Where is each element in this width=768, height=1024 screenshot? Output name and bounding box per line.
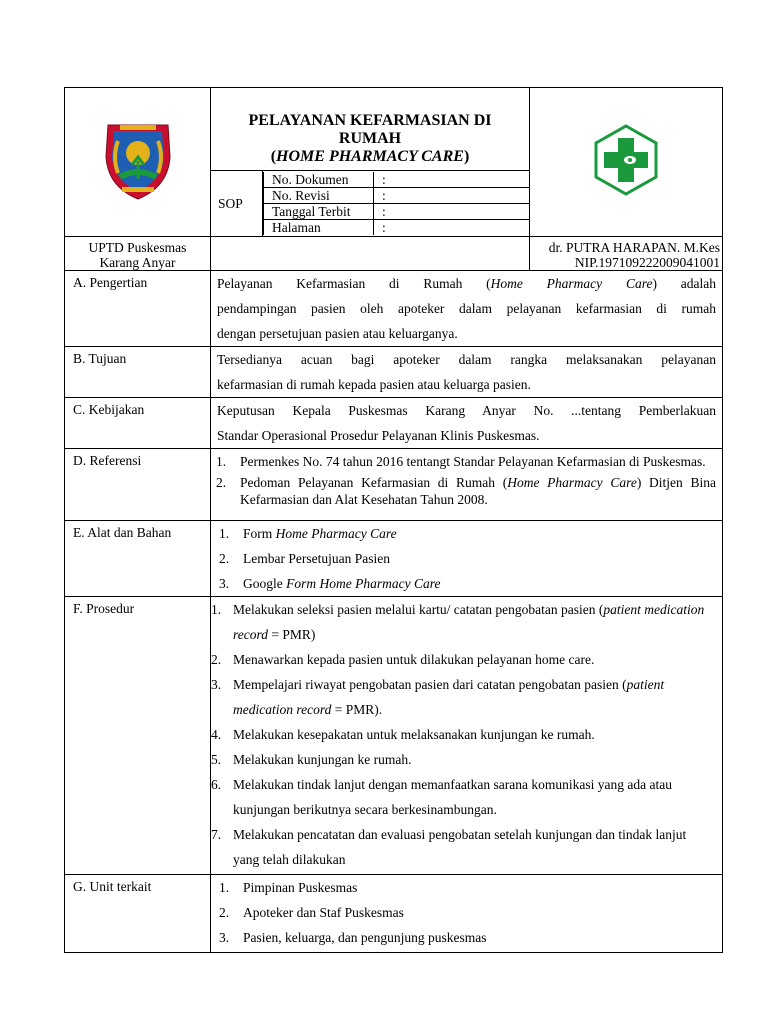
meta-doc-number-label: No. Dokumen xyxy=(264,172,374,188)
list-item: 1. Pimpinan Puskesmas xyxy=(219,880,358,895)
list-item: 1. Permenkes No. 74 tahun 2016 tentangt Standar Pelayanan Kefarmasian di Puskesmas. xyxy=(216,454,706,469)
section-a-label: A. Pengertian xyxy=(65,271,211,347)
list-item: 1. Melakukan seleksi pasien melalui kartu/ catatan pengobatan pasien (patient medication record = PMR) xyxy=(211,602,705,642)
list-item: 7. Melakukan pencatatan dan evaluasi pengobatan setelah kunjungan dan tindak lanjut yang telah dilakukan xyxy=(211,827,687,867)
list-item: 5. Melakukan kunjungan ke rumah. xyxy=(211,752,412,767)
list-item: 3. Mempelajari riwayat pengobatan pasien dari catatan pengobatan pasien (patient medication record = PMR). xyxy=(211,677,665,717)
meta-issue-date-value: : xyxy=(374,204,530,220)
meta-issue-date-label: Tanggal Terbit xyxy=(264,204,374,220)
section-b-content: Tersedianya acuan bagi apoteker dalam rangka melaksanakan pelayanan kefarmasian di rumah kepada pasien atau keluarga pasien. xyxy=(211,347,723,398)
title-line-2: RUMAH xyxy=(338,130,402,147)
section-g-content xyxy=(211,875,723,953)
list-item: 2. Lembar Persetujuan Pasien xyxy=(219,551,390,566)
section-c-label: C. Kebijakan xyxy=(65,398,211,449)
section-d-label: D. Referensi xyxy=(65,449,211,521)
section-a-content: Pelayanan Kefarmasian di Rumah (Home Pharmacy Care) adalah pendampingan pasien oleh apoteker dalam pelayanan kefarmasian di rumah dengan persetujuan pasien atau keluarganya. xyxy=(211,271,723,347)
unit-name: UPTD Puskesmas Karang Anyar xyxy=(65,237,211,271)
section-g-label: G. Unit terkait xyxy=(65,875,211,953)
list-item: 1. Form Home Pharmacy Care xyxy=(219,526,397,541)
list-item: 4. Melakukan kesepakatan untuk melaksanakan kunjungan ke rumah. xyxy=(211,727,595,742)
section-f-content xyxy=(211,597,723,875)
regency-seal-cell xyxy=(65,88,211,237)
sop-document xyxy=(64,87,722,953)
sop-table xyxy=(64,87,723,953)
section-e-label: E. Alat dan Bahan xyxy=(65,521,211,597)
puskesmas-logo-cell xyxy=(530,88,723,237)
regency-seal-icon xyxy=(98,117,178,203)
section-f-label: F. Prosedur xyxy=(65,597,211,875)
section-e-content xyxy=(211,521,723,597)
document-meta xyxy=(263,172,529,235)
signer-name: dr. PUTRA HARAPAN. M.Kes xyxy=(548,240,720,255)
section-c-content: Keputusan Kepala Puskesmas Karang Anyar No. ...tentang Pemberlakuan Standar Operasional Prosedur Pelayanan Klinis Puskesmas. xyxy=(211,398,723,449)
meta-page-label: Halaman xyxy=(264,220,374,236)
document-meta-cell xyxy=(263,171,530,237)
list-item: 2. Menawarkan kepada pasien untuk dilakukan pelayanan home care. xyxy=(211,652,595,667)
list-item: 2. Apoteker dan Staf Puskesmas xyxy=(219,905,404,920)
meta-revision-label: No. Revisi xyxy=(264,188,374,204)
list-item: 3. Google Form Home Pharmacy Care xyxy=(219,576,441,591)
title-line-1: PELAYANAN KEFARMASIAN DI xyxy=(248,112,492,129)
meta-page-value: : xyxy=(374,220,530,236)
signature-blank xyxy=(211,237,530,271)
signer-nip: NIP.197109222009041001 xyxy=(574,255,720,270)
meta-doc-number-value: : xyxy=(374,172,530,188)
signer-block xyxy=(530,237,723,271)
section-d-content xyxy=(211,449,723,521)
document-title xyxy=(211,88,530,171)
sop-label: SOP xyxy=(211,171,263,237)
list-item: 3. Pasien, keluarga, dan pengunjung puskesmas xyxy=(219,930,487,945)
puskesmas-logo-icon xyxy=(590,124,662,196)
meta-revision-value: : xyxy=(374,188,530,204)
title-line-3: (HOME PHARMACY CARE) xyxy=(270,148,470,165)
section-b-label: B. Tujuan xyxy=(65,347,211,398)
list-item: 2. Pedoman Pelayanan Kefarmasian di Rumah (Home Pharmacy Care) Ditjen Bina Kefarmasian dan Alat Kesehatan Tahun 2008. xyxy=(216,475,716,507)
list-item: 6. Melakukan tindak lanjut dengan memanfaatkan sarana komunikasi yang ada atau kunjungan berikutnya secara berkesinambungan. xyxy=(211,777,672,817)
